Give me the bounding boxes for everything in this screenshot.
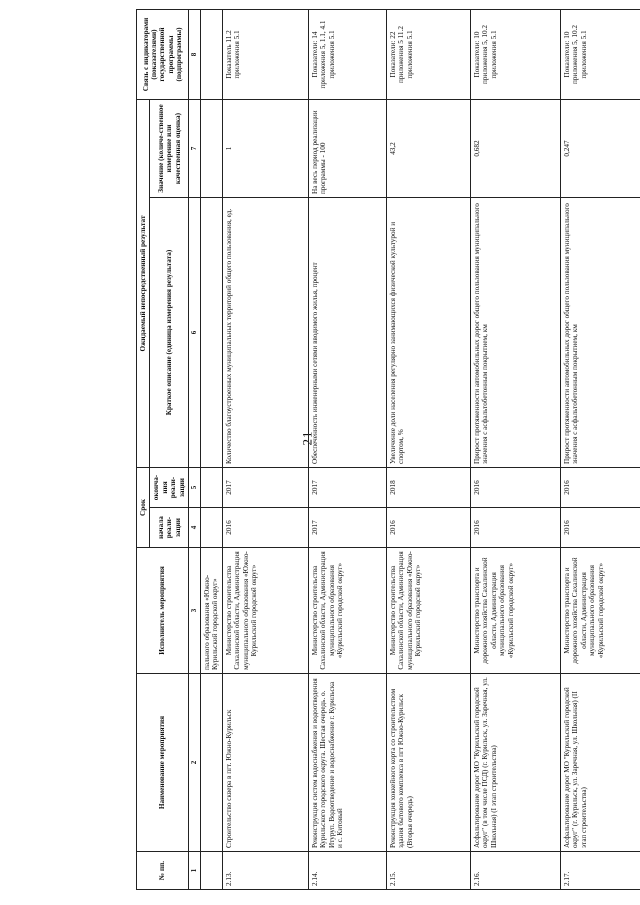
table-row [560, 10, 640, 890]
header-result: Ожидаемый непосредственный результат [137, 100, 150, 468]
col-number: 6 [189, 198, 200, 468]
header-row-1 [137, 10, 150, 890]
cell-end: 2016 [470, 468, 560, 508]
cell-executor: Министерство строительства Сахалинской области, Администрация муниципального образования «Южно-Курильский городской округ» [222, 548, 308, 674]
cell-executor: Министерство строительства Сахалинской области, Администрация муниципального образования «Курильский городской округ» [308, 548, 386, 674]
measures-table [136, 9, 640, 890]
cell-link: Показатели: 10 приложения 5, 10.2 приложения 5.1 [560, 10, 640, 100]
rotated-table-container [136, 10, 640, 890]
cell-executor: Министерство строительства Сахалинской области, Администрация муниципального образования «Южно-Курильский городской округ» [386, 548, 470, 674]
cell-no: 2.15. [386, 852, 470, 890]
cell-value: 0,247 [560, 100, 640, 198]
page-number: 21 [299, 430, 315, 446]
cell-start: 2017 [308, 508, 386, 548]
col-number: 1 [189, 852, 200, 890]
cell-name: Асфальтирование дорог МО "Курильский городской округ" (в том числе ПСД) (г. Курильск, ул. Заречная, ул. Школьная) (I этап строительства) [470, 674, 560, 852]
cell-end: 2016 [560, 468, 640, 508]
header-result-value: Значение (количе-ственное измерение или качественная оценка) [150, 100, 189, 198]
header-link: Связь с индикаторами (показателями) государственной программы (подпрограммы) [137, 10, 189, 100]
cell-start: 2016 [222, 508, 308, 548]
cell-value: 0,682 [470, 100, 560, 198]
cell-link: Показатель 11.2 приложения 5.1 [222, 10, 308, 100]
cell-name: Асфальтирование дорог МО "Курильский городской округ" (г. Курильск, ул. Заречная, ул. Школьная) (II этап строительства) [560, 674, 640, 852]
cell-desc: Увеличение доли населения регулярно занимающихся физической культурой и спортом, % [386, 198, 470, 468]
cell-end: 2017 [222, 468, 308, 508]
cell-end: 2018 [386, 468, 470, 508]
col-number: 2 [189, 674, 200, 852]
col-number: 3 [189, 548, 200, 674]
header-term-end: оконча-ния реали-зации [150, 468, 189, 508]
header-term: Срок [137, 468, 150, 548]
cell-executor: Министерство транспорта и дорожного хозяйства Сахалинской области, Администрация муниципального образования «Курильский городской округ» [560, 548, 640, 674]
cell-no: 2.16. [470, 852, 560, 890]
col-number: 4 [189, 508, 200, 548]
col-number: 7 [189, 100, 200, 198]
cell-desc: Прирост протяженности автомобильных дорог общего пользования муниципального значения с асфальтобетонным покрытием, км [470, 198, 560, 468]
cell-executor: Министерство транспорта и дорожного хозяйства Сахалинской области, Администрация муниципального образования «Курильский городской округ» [470, 548, 560, 674]
cell-name: Реконструкция систем водоснабжения и водоотведения Курильского городского округа. Шестая очередь. о. Итуруп. Водоотведение и водоснабжение г. Курильска и с. Китовый [308, 674, 386, 852]
cell-desc: Обеспеченность инженерными сетями вводимого жилья, процент [308, 198, 386, 468]
cell-start: 2016 [470, 508, 560, 548]
table-row [308, 10, 386, 890]
cell-name: Строительство сквера в пгт. Южно-Курильск [222, 674, 308, 852]
header-executor: Исполнитель мероприятия [137, 548, 189, 674]
cell-start: 2016 [560, 508, 640, 548]
col-number: 5 [189, 468, 200, 508]
header-result-desc: Краткое описание (единица измерения результата) [150, 198, 189, 468]
cell-value: 43,2 [386, 100, 470, 198]
cell-executor: пального образования «Южно-Курильский городской округ» [200, 548, 222, 674]
cell-link: Показатели: 14 приложения 5, 1.1, 4.1 приложения 5.1 [308, 10, 386, 100]
header-no: № пп. [137, 852, 189, 890]
cell-desc: Количество благоустроенных муниципальных территорий общего пользования, ед. [222, 198, 308, 468]
cell-end: 2017 [308, 468, 386, 508]
table-row [470, 10, 560, 890]
table-row [222, 10, 308, 890]
cell-link: Показатели: 22 приложения 5 11.2 приложения 5.1 [386, 10, 470, 100]
col-number: 8 [189, 10, 200, 100]
header-term-start: начала реали-зации [150, 508, 189, 548]
header-name: Наименование мероприятия [137, 674, 189, 852]
cell-no: 2.14. [308, 852, 386, 890]
cell-value: 1 [222, 100, 308, 198]
table-row [386, 10, 470, 890]
cell-name: Реконструкция хоккейного корта со строительством здания бытового комплекса в пгт Южно-Курильск (Вторая очередь) [386, 674, 470, 852]
cell-no: 2.17. [560, 852, 640, 890]
cell-link: Показатели: 10 приложения 5, 10.2 приложения 5.1 [470, 10, 560, 100]
cell-desc: Прирост протяженности автомобильных дорог общего пользования муниципального значения с асфальтобетонным покрытием, км [560, 198, 640, 468]
table-row-continuation [200, 10, 222, 890]
cell-start: 2016 [386, 508, 470, 548]
cell-no: 2.13. [222, 852, 308, 890]
cell-value: На весь период реализации программы - 100 [308, 100, 386, 198]
column-number-row [189, 10, 200, 890]
